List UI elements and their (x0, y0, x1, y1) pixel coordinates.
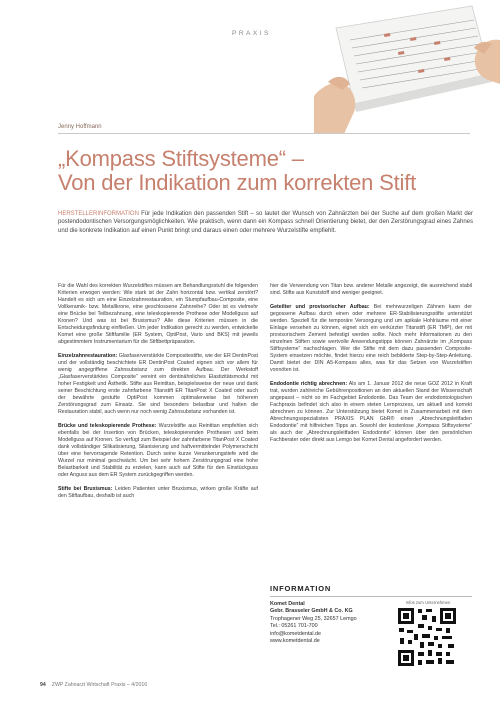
subheading: Einzelzahnrestauration: (58, 352, 118, 359)
company-name: Komet Dental (270, 601, 305, 607)
divider (58, 133, 470, 134)
paragraph: hier die Verwendung von Titan bzw. anderer Metalle angezeigt, die ausreichend stabil sind. Stifte aus Kunststoff sind weniger geeignet. (270, 283, 472, 297)
intro-paragraph (58, 210, 473, 235)
paragraph (58, 486, 258, 500)
contact-block (270, 601, 400, 645)
info-divider (270, 596, 472, 597)
paragraph (58, 423, 258, 479)
title-line-1: „Kompass Stiftsysteme“ – (58, 146, 304, 171)
paragraph-text: Wurzelstifte aus Reintitan empfehlen sich ebenfalls bei der Insertion von Brücken, teleskopierenden Prothesen und beim Modellguss auf Kronen. So verfügt zum Beispiel der zahnfarbene TitanPost X Coated dank vollständiger Silikatisierung, Silanisierung und haftvermittelnder Polymerschicht über eine hervorragende Retention. Durch seine kurze Verankerungstiefe wird die Wurzel nur minimal geschwächt. Um bei sehr hohem Zerstörungsgrad eine hohe Belastbarkeit und Stabilität zu erzielen, kann auch auf Stifte für den Einstückguss oder Anguss aus dem ER System zurückgegriffen werden. (58, 422, 258, 479)
paragraph (270, 304, 472, 374)
company-legal-name: Gebr. Brasseler GmbH & Co. KG (270, 608, 353, 615)
subheading: Stifte bei Bruxismus: (58, 485, 113, 492)
paragraph (58, 353, 258, 416)
subheading: Endodontie richtig abrechnen: (270, 380, 348, 387)
paragraph-text: Leiden Patienten unter Bruxismus, wirken große Kräfte auf den Stiftaufbau, deshalb ist auch (58, 485, 258, 499)
info-heading: INFORMATION (270, 584, 332, 593)
intro-text: Für jede Indikation den passenden Stift – so lautet der Wunsch von Zahnärzten bei der Suche auf dem großen Markt der postendodontischen Versorgungsmöglichkeiten. Wie praktisch, wenn dann ein Kompass schnell Orientierung bietet, der den Zerstörungsgrad eines Zahnes und die konkrete Indikation auf einen Punkt bringt und daraus einen oder mehrere Wurzelstifte empfiehlt. (58, 211, 473, 234)
paragraph: Für die Wahl des korrekten Wurzelstiftes müssen am Behandlungsstuhl die folgenden Kriterien erwogen werden: Wie stark ist der Zahn horizontal bzw. vertikal zerstört? Handelt es sich um eine Einzelzahnrestauration, ein Stumpfaufbau-Composite, eine Vollkeramik- bzw. Metallkrone, eine geschlossene Zahnreihe? Oder ist es vielmehr eine Brücke bei Teilbezahnung, eine teleskopierende Prothese oder Modellguss auf Kronen? Und was ist bei Bruxismus? Alle diese Kriterien müssen in die Entscheidungsfindung einfließen. Um jeder Indikation gerecht zu werden, entwickelte Komet eine große Stiftfamilie (ER System, OptiPost, Vario und BKS) mit jeweils abgestimmtem Instrumentarium für die Stiftbettpräparation. (58, 283, 258, 346)
title-line-2: Von der Indikation zum korrekten Stift (58, 170, 417, 195)
journal-name: ZWP Zahnarzt Wirtschaft Praxis – 4/2016 (51, 682, 148, 688)
subheading: Geteilter und provisorischer Aufbau: (270, 303, 370, 310)
street-address: Trophagener Weg 25, 32657 Lemgo (270, 615, 357, 622)
phone-number: Tel.: 05261 701-700 (270, 623, 318, 630)
qr-code-icon[interactable] (396, 606, 458, 668)
author-name: Jenny Hoffmann (58, 124, 102, 130)
intro-label: HERSTELLERINFORMATION (58, 211, 139, 217)
article-title (58, 147, 478, 195)
brochure-photo (314, 0, 500, 134)
paragraph-text: Als am 1. Januar 2012 die neue GOZ 2012 in Kraft trat, wurden zahlreiche Gebührenpositionen an den aktuellen Stand der Wissenschaft angepasst – nicht so im Fachgebiet Endodontie. Das Team der endodontologischen Fachpraxis befindet sich also in einem steten Lernprozess, um aktuell und korrekt abrechnen zu können. Zur Unterstützung bietet Komet in Zusammenarbeit mit dem Abrechnungsspezialisten PRAXIS PLAN GbR® einen „Abrechnungsleitfaden Endodontie“ mit hilfreichen Tipps an. Sowohl der kostenlose „Kompass Stiftsysteme“ als auch der „Abrechnungsleitfaden Endodontie“ können über den persönlichen Fachberater oder direkt aus Lemgo bei Komet Dental angefordert werden. (270, 380, 472, 443)
paragraph-text: Bei mehrwurzeligen Zähnen kann der gegossene Aufbau durch einen oder mehrere ER-Stabilisierungsstifte unterstützt werden. Speziell für die temporäre Versorgung und um apikale Hohlräume mit einer Einlage versehen zu können, eignet sich ein verkürzter Titanstift (ER TMP), der mit provisorischem Zement befestigt werden sollte. Noch mehr Informationen zu den einzelnen Stiften sowie wertvolle Anwendungstipps können Zahnärzte im „Kompass Stiftsysteme“ nachschlagen. Wer die Stifte mit dem dazu passenden Composite-System einsetzen möchte, findet hierzu eine reich bebilderte Step-by-Step-Anleitung. Damit bietet der DIN A5-Kompass alles, was für das Setzen von Wurzelstiften vonnöten ist. (270, 303, 472, 374)
subheading: Brücke und teleskopierende Prothese: (58, 422, 157, 429)
email-link[interactable]: info@kometdental.de (270, 630, 322, 637)
text-column-left (58, 283, 258, 506)
paragraph-text: Glasfaserverstärkte Compositestifte, wie der ER DentinPost und der vollständig beschichtete ER DentinPost Coated eignen sich vor allem für wenig angegriffene Zahnsubstanz zum direkten Aufbau. Der Werkstoff „Glasfaserverstärktes Composite“ vereint ein dentinähnliches Elastizitätsmodul mit hoher Festigkeit und Ästhetik. Stifte aus Reintitan, beispielsweise der neue und dank seiner Beschichtung erste zahnfarbene Titanstift ER TitanPost X Coated oder auch der bewährte gestufte OptiPost kommen optimalerweise bei höherem Zerstörungsgrad zum Einsatz. Sie sind besonders belastbar und halten die Restauration stabil, auch wenn nur noch wenig Zahnsubstanz vorhanden ist. (58, 352, 258, 416)
page-footer (40, 682, 147, 688)
website-link[interactable]: www.kometdental.de (270, 638, 320, 645)
paragraph (270, 381, 472, 444)
section-label: PRAXIS (232, 30, 271, 37)
page-number: 94 (40, 682, 46, 688)
qr-label: Infos zum Unternehmen (405, 600, 451, 605)
text-column-right (270, 283, 472, 450)
